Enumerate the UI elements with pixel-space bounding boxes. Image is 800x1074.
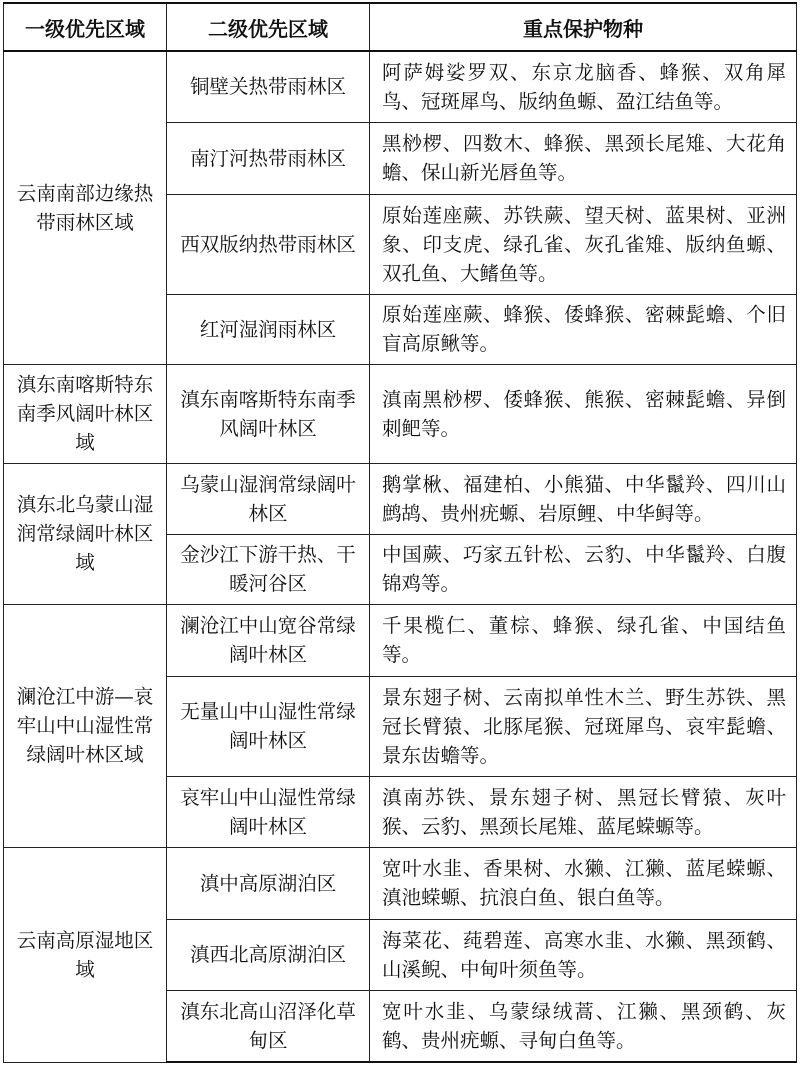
- level1-region: 云南高原湿地区域: [4, 847, 167, 1062]
- species-list: 滇南黑桫椤、倭蜂猴、熊猴、密棘髭蟾、异倒刺鲃等。: [370, 364, 797, 463]
- level1-region: 云南南部边缘热带雨林区域: [4, 51, 167, 364]
- table-row: [4, 463, 797, 534]
- table-row: [4, 364, 797, 463]
- level1-region: 滇东北乌蒙山湿润常绿阔叶林区域: [4, 463, 167, 604]
- table-row: [4, 847, 797, 919]
- species-list: 海菜花、莼碧莲、高寒水韭、水獭、黑颈鹤、山溪鲵、中甸叶须鱼等。: [370, 919, 797, 990]
- species-list: 原始莲座蕨、苏铁蕨、望天树、蓝果树、亚洲象、印支虎、绿孔雀、灰孔雀雉、版纳鱼螈、双孔鱼、大鳍鱼等。: [370, 194, 797, 294]
- level2-region: 铜壁关热带雨林区: [167, 51, 370, 122]
- level2-region: 乌蒙山湿润常绿阔叶林区: [167, 463, 370, 534]
- protected-species-table: [3, 2, 797, 1063]
- level1-region: 滇东南喀斯特东南季风阔叶林区域: [4, 364, 167, 463]
- level2-region: 南汀河热带雨林区: [167, 122, 370, 194]
- level2-region: 滇西北高原湖泊区: [167, 919, 370, 990]
- level2-region: 无量山中山湿性常绿阔叶林区: [167, 676, 370, 776]
- level2-region: 红河湿润雨林区: [167, 294, 370, 364]
- table-row: [4, 604, 797, 676]
- level2-region: 滇中高原湖泊区: [167, 847, 370, 919]
- level2-region: 哀牢山中山湿性常绿阔叶林区: [167, 776, 370, 847]
- table-row: [4, 51, 797, 122]
- species-list: 阿萨姆娑罗双、东京龙脑香、蜂猴、双角犀鸟、冠斑犀鸟、版纳鱼螈、盈江结鱼等。: [370, 51, 797, 122]
- level2-region: 西双版纳热带雨林区: [167, 194, 370, 294]
- species-list: 原始莲座蕨、蜂猴、倭蜂猴、密棘髭蟾、个旧盲高原鳅等。: [370, 294, 797, 364]
- species-list: 中国蕨、巧家五针松、云豹、中华鬣羚、白腹锦鸡等。: [370, 534, 797, 604]
- level2-region: 金沙江下游干热、干暖河谷区: [167, 534, 370, 604]
- species-list: 千果榄仁、董棕、蜂猴、绿孔雀、中国结鱼等。: [370, 604, 797, 676]
- header-species: 重点保护物种: [370, 3, 797, 51]
- species-list: 宽叶水韭、香果树、水獭、江獭、蓝尾蝾螈、滇池蝾螈、抗浪白鱼、银白鱼等。: [370, 847, 797, 919]
- header-level2: 二级优先区域: [167, 3, 370, 51]
- species-list: 黑桫椤、四数木、蜂猴、黑颈长尾雉、大花角蟾、保山新光唇鱼等。: [370, 122, 797, 194]
- level2-region: 滇东南喀斯特东南季风阔叶林区: [167, 364, 370, 463]
- level2-region: 澜沧江中山宽谷常绿阔叶林区: [167, 604, 370, 676]
- species-list: 景东翅子树、云南拟单性木兰、野生苏铁、黑冠长臂猿、北豚尾猴、冠斑犀鸟、哀牢髭蟾、景东齿蟾等。: [370, 676, 797, 776]
- header-row: [4, 3, 797, 51]
- species-list: 宽叶水韭、乌蒙绿绒蒿、江獭、黑颈鹤、灰鹤、贵州疣螈、寻甸白鱼等。: [370, 990, 797, 1062]
- level2-region: 滇东北高山沼泽化草甸区: [167, 990, 370, 1062]
- header-level1: 一级优先区域: [4, 3, 167, 51]
- species-list: 滇南苏铁、景东翅子树、黑冠长臂猿、灰叶猴、云豹、黑颈长尾雉、蓝尾蝾螈等。: [370, 776, 797, 847]
- level1-region: 澜沧江中游—哀牢山中山湿性常绿阔叶林区域: [4, 604, 167, 847]
- species-list: 鹅掌楸、福建柏、小熊猫、中华鬣羚、四川山鹧鸪、贵州疣螈、岩原鲤、中华鲟等。: [370, 463, 797, 534]
